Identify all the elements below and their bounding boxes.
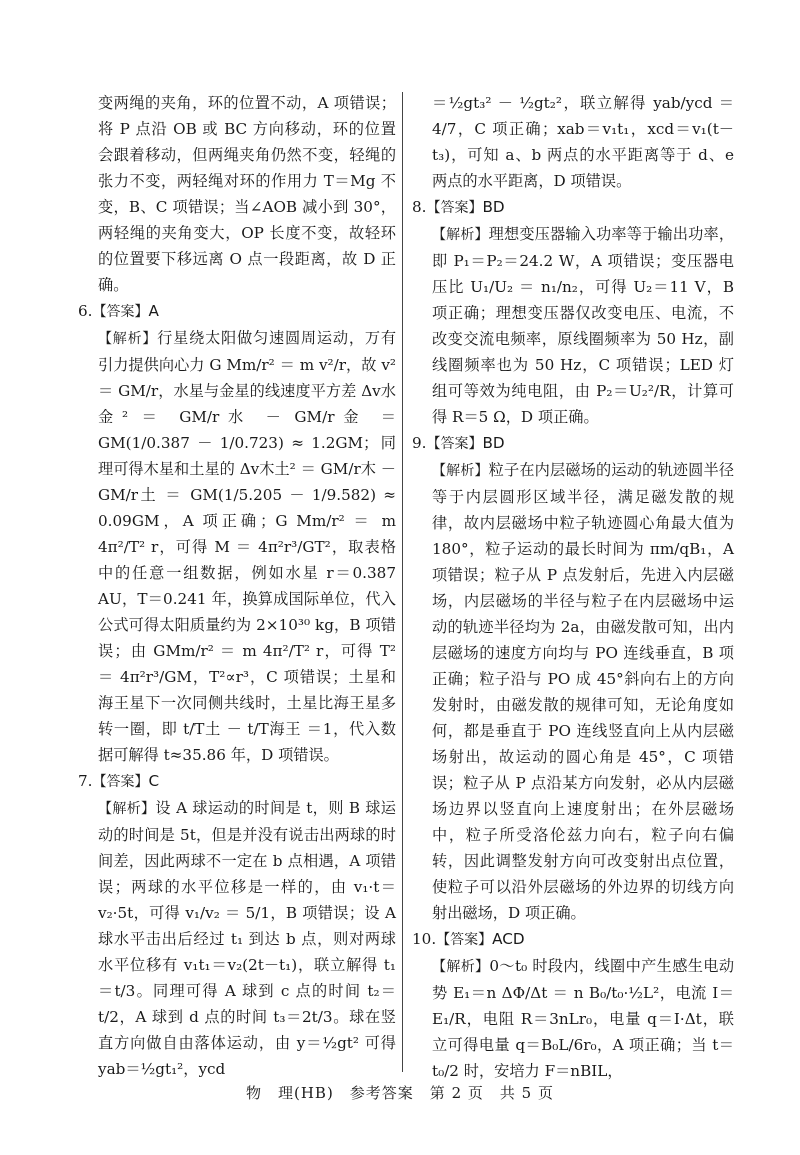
q9-analysis <box>412 457 734 926</box>
q7-analysis <box>78 795 396 1082</box>
q6-analysis-text: 行星绕太阳做匀速圆周运动，万有引力提供向心力 G Mm/r² ＝ m v²/r，故 v² ＝ GM/r，水星与金星的线速度平方差 Δv水金² ＝ GM/r水 － GM/r金 ＝ GM(1/0.387 － 1/0.723) ≈ 1.2GM；同理可得木星和土星的 Δv木土² ＝ GM/r木 － GM/r土 ＝ GM(1/5.205 － 1/9.582) ≈ 0.09GM，A 项正确；G Mm/r² ＝ m 4π²/T² r，可得 M ＝ 4π²r³/GT²，取表格中的任意一组数据，例如水星 r＝0.387 AU，T＝0.241 年，换算成国际单位，代入公式可得太阳质量约为 2×10³⁰ kg，B 项错误；由 GMm/r² ＝ m 4π²/T² r，可得 T² ＝ 4π²r³/GM，T²∝r³，C 项错误；土星和海王星下一次同侧共线时，土星比海王星多转一圈，即 t/T土 － t/T海王 ＝1，代入数据可解得 t≈35.86 年，D 项错误。 <box>98 329 397 764</box>
q8-analysis <box>412 221 734 430</box>
q10-answer: ACD <box>492 930 525 948</box>
q10-analysis-text: 0～t₀ 时段内，线圈中产生感生电动势 E₁＝n ΔΦ/Δt ＝ n B₀/t₀·½L²，电流 I＝E₁/R，电阻 R＝3nLr₀，电量 q＝I·Δt，联立可得电量 q＝B₀L/6r₀，A 项正确；当 t＝t₀/2 时，安培力 F＝nBIL， <box>432 957 735 1080</box>
q8-answer: BD <box>482 198 505 216</box>
q7-analysis-label: 【解析】 <box>98 801 156 817</box>
q10-answer-line <box>412 926 734 953</box>
column-divider <box>402 92 403 1072</box>
q7-analysis-text: 设 A 球运动的时间是 t，则 B 球运动的时间是 5t，但是并没有说击出两球的时间差，因此两球不一定在 b 点相遇，A 项错误；两球的水平位移是一样的，由 v₁·t＝v₂·5t，可得 v₁/v₂ ＝ 5/1，B 项错误；设 A 球水平击出后经过 t₁ 到达 b 点，则对两球水平位移有 v₁t₁＝v₂(2t－t₁)，联立解得 t₁＝t/3。同理可得 A 球到 c 点的时间 t₂＝t/2，A 球到 d 点的时间 t₃＝2t/3。球在竖直方向做自由落体运动，由 y＝½gt² 可得 yab＝½gt₁²，ycd <box>98 799 396 1078</box>
q6-number: 6. <box>78 302 93 320</box>
q7-answer-line <box>78 768 396 795</box>
q10-analysis-label: 【解析】 <box>432 959 490 975</box>
q8-analysis-text: 理想变压器输入功率等于输出功率，即 P₁＝P₂＝24.2 W，A 项错误；变压器电压比 U₁/U₂ ＝ n₁/n₂，可得 U₂＝11 V，B 项正确；理想变压器仅改变电压、电流，不改变交流电频率，原线圈频率为 50 Hz，副线圈频率也为 50 Hz，C 项错误；LED 灯组可等效为纯电阻，由 P₂＝U₂²/R，计算可得 R＝5 Ω，D 项正确。 <box>432 225 735 426</box>
q10-analysis <box>412 953 734 1084</box>
q9-answer: BD <box>482 434 505 452</box>
page-footer: 物 理(HB) 参考答案 第 2 页 共 5 页 <box>246 1084 554 1102</box>
q6-answer-label: 【答案】 <box>92 304 149 320</box>
q9-analysis-text: 粒子在内层磁场的运动的轨迹圆半径等于内层圆形区域半径，满足磁发散的规律，故内层磁场中粒子轨迹圆心角最大值为 180°，粒子运动的最长时间为 πm/qB₁，A 项错误；粒子从 P 点发射后，先进入内层磁场，内层磁场的半径与粒子在内层磁场中运动的轨迹半径均为 2a，由磁发散可知，出内层磁场的速度方向均与 PO 连线垂直，B 项正确；粒子沿与 PO 成 45°斜向右上的方向发射时，由磁发散的规律可知，无论角度如何，都是垂直于 PO 连线竖直向上从内层磁场射出，故运动的圆心角是 45°，C 项错误；粒子从 P 点沿某方向发射，必从内层磁场边界以竖直向上速度射出；在外层磁场中，粒子所受洛伦兹力向右，粒子向右偏转，因此调整发射方向可改变射出点位置，使粒子可以沿外层磁场的外边界的切线方向射出磁场，D 项正确。 <box>432 461 735 922</box>
q9-number: 9. <box>412 434 427 452</box>
q9-answer-label: 【答案】 <box>426 436 483 452</box>
q6-analysis <box>78 325 396 768</box>
q10-number: 10. <box>412 930 437 948</box>
q10-answer-label: 【答案】 <box>436 932 493 948</box>
q6-answer-line <box>78 298 396 325</box>
q8-answer-label: 【答案】 <box>426 200 483 216</box>
q7-answer: C <box>148 772 160 790</box>
q7-number: 7. <box>78 772 93 790</box>
q9-answer-line <box>412 430 734 457</box>
q6-analysis-label: 【解析】 <box>98 331 158 347</box>
q6-answer: A <box>148 302 159 320</box>
q8-answer-line <box>412 194 734 221</box>
q8-analysis-label: 【解析】 <box>432 227 489 243</box>
left-column <box>78 90 396 1082</box>
q7-continued-text: ＝½gt₃² － ½gt₂²，联立解得 yab/ycd ＝ 4/7，C 项正确；xab＝v₁t₁，xcd＝v₁(t－t₃)，可知 a、b 两点的水平距离等于 d、e 两点的水平距离，D 项错误。 <box>432 94 734 190</box>
q9-analysis-label: 【解析】 <box>432 463 489 479</box>
q7-answer-label: 【答案】 <box>92 774 149 790</box>
q8-number: 8. <box>412 198 427 216</box>
q5-continued-text: 变两绳的夹角，环的位置不动，A 项错误；将 P 点沿 OB 或 BC 方向移动，环的位置会跟着移动，但两绳夹角仍然不变，轻绳的张力不变，两轻绳对环的作用力 T＝Mg 不变，B、C 项错误；当∠AOB 减小到 30°，两轻绳的夹角变大，OP 长度不变，故轻环的位置要下移远离 O 点一段距离，故 D 正确。 <box>98 94 396 294</box>
right-column <box>412 90 734 1084</box>
